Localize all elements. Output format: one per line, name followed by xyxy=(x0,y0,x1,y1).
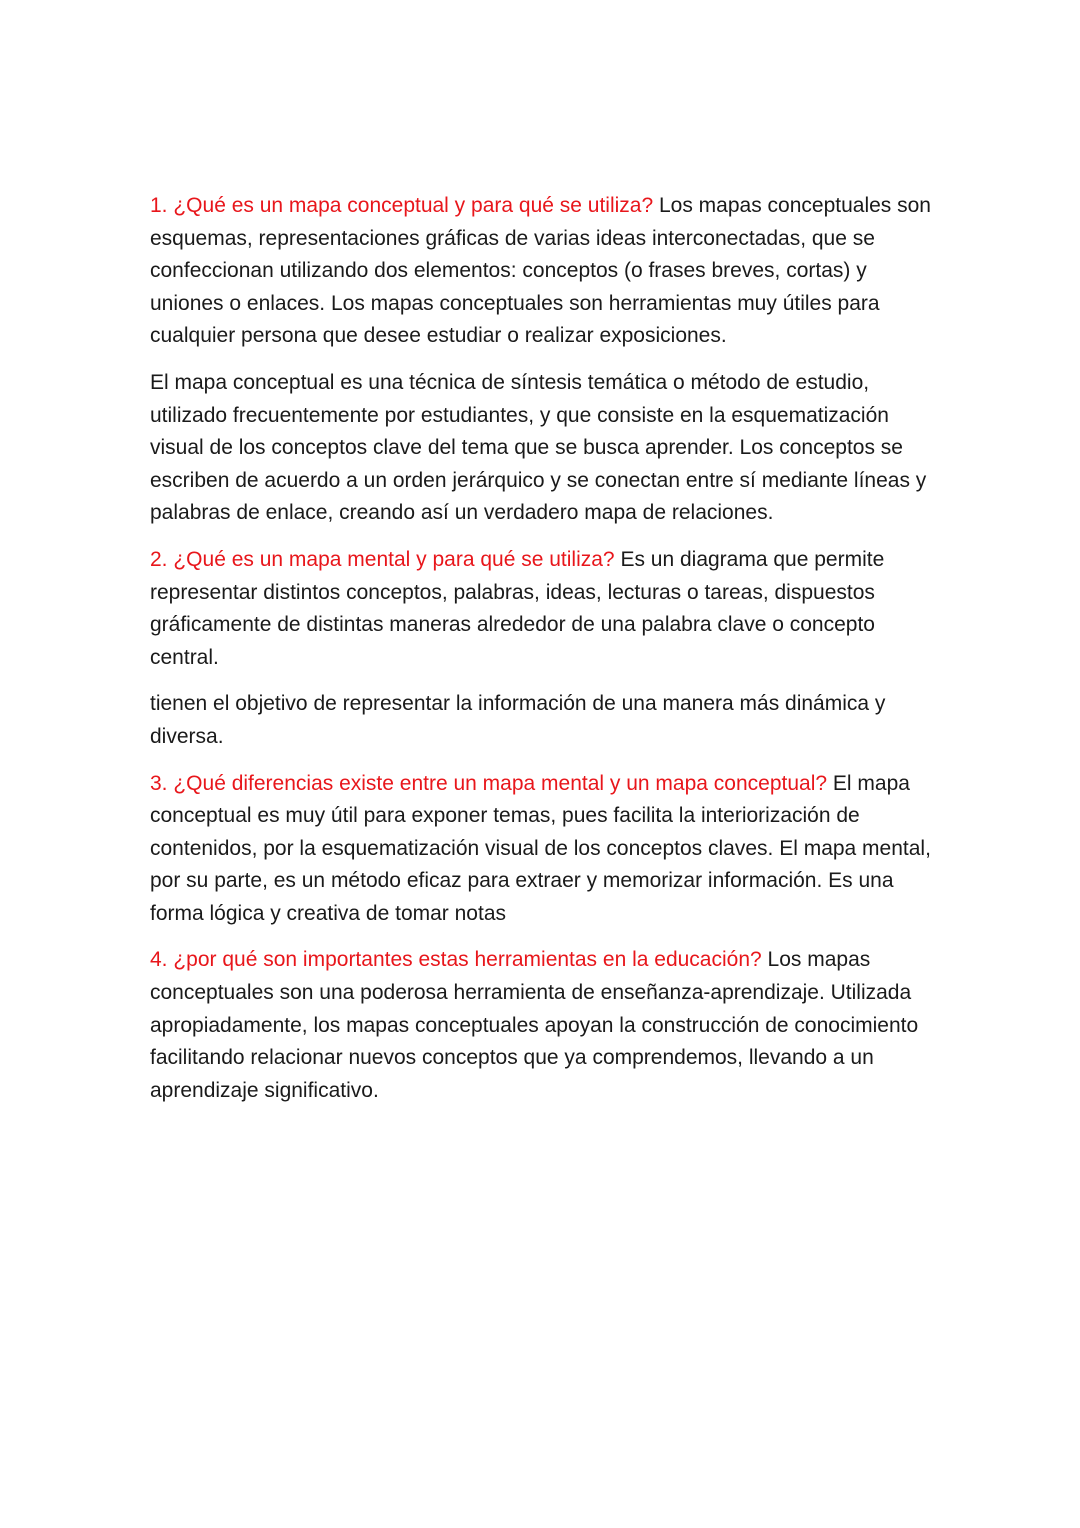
question-1: 1. ¿Qué es un mapa conceptual y para qué se utiliza? xyxy=(150,194,654,217)
paragraph-q1-continued xyxy=(150,367,940,530)
paragraph-q2-continued xyxy=(150,688,940,753)
paragraph-q1 xyxy=(150,190,940,353)
question-3: 3. ¿Qué diferencias existe entre un mapa mental y un mapa conceptual? xyxy=(150,771,828,795)
document-page xyxy=(150,190,940,1121)
answer-2: Es un diagrama que permite representar distintos conceptos, palabras, ideas, lecturas o tareas, dispuestos gráficamente de distintas maneras alrededor de una palabra clave o concepto central. xyxy=(150,547,885,669)
answer-4: Los mapas conceptuales son una poderosa herramienta de enseñanza-aprendizaje. Utilizada apropiadamente, los mapas conceptuales apoyan la construcción de conocimiento facilitando relacionar nuevos conceptos que ya comprendemos, llevando a un aprendizaje significativo. xyxy=(150,948,919,1102)
question-2: 2. ¿Qué es un mapa mental y para qué se utiliza? xyxy=(150,547,615,571)
answer-3: El mapa conceptual es muy útil para exponer temas, pues facilita la interiorización de contenidos, por la esquematización visual de los conceptos claves. El mapa mental, por su parte, es un método eficaz para extraer y memorizar información. Es una forma lógica y creativa de tomar notas xyxy=(150,771,931,925)
question-4: 4. ¿por qué son importantes estas herramientas en la educación? xyxy=(150,948,762,972)
answer-1-continued: El mapa conceptual es una técnica de síntesis temática o método de estudio, utilizado frecuentemente por estudiantes, y que consiste en la esquematización visual de los conceptos clave del tema que se busca aprender. Los conceptos se escriben de acuerdo a un orden jerárquico y se conectan entre sí mediante líneas y palabras de enlace, creando así un verdadero mapa de relaciones. xyxy=(150,370,927,525)
answer-2-continued: tienen el objetivo de representar la información de una manera más dinámica y diversa. xyxy=(150,692,886,748)
paragraph-q2 xyxy=(150,544,940,674)
answer-1: Los mapas conceptuales son esquemas, representaciones gráficas de varias ideas interconectadas, que se confeccionan utilizando dos elementos: conceptos (o frases breves, cortas) y uniones o enlaces. Los mapas conceptuales son herramientas muy útiles para cualquier persona que desee estudiar o realizar exposiciones. xyxy=(150,194,931,348)
paragraph-q3 xyxy=(150,768,940,931)
paragraph-q4 xyxy=(150,944,940,1107)
